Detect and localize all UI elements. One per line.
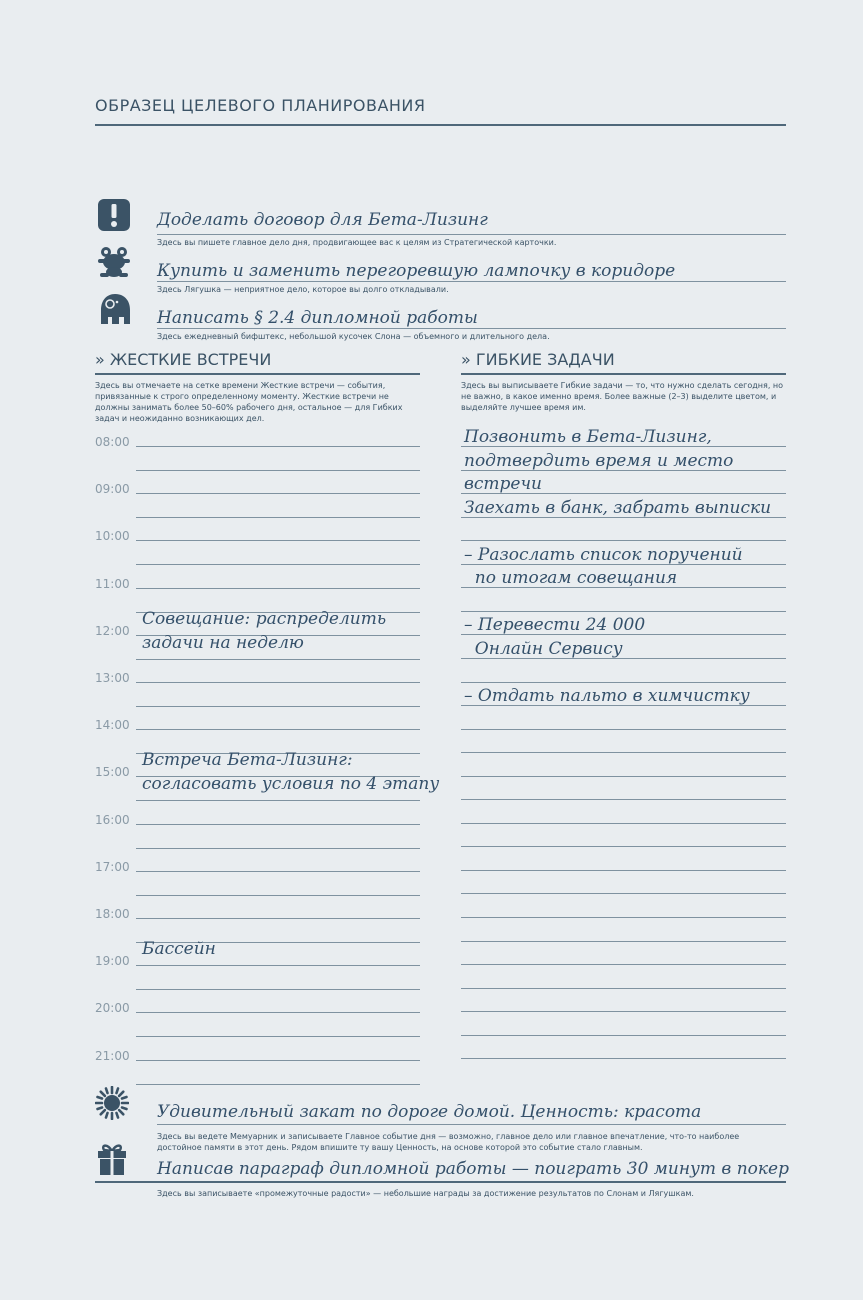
flex-tasks-note: Здесь вы выписываете Гибкие задачи — то, что нужно сделать сегодня, но не важно, в какое именно время. Более важные (2–3) выделите цветом, и выделяйте лучшее время им. — [461, 381, 784, 412]
flex-task-line[interactable] — [461, 941, 786, 942]
flex-task-line[interactable] — [461, 964, 786, 965]
elephant-icon — [97, 292, 131, 326]
hard-meetings-heading: » ЖЕСТКИЕ ВСТРЕЧИ — [95, 350, 272, 369]
flex-task-line[interactable] — [461, 799, 786, 800]
time-label: 16:00 — [95, 812, 130, 827]
flex-task-line[interactable] — [461, 846, 786, 847]
time-label: 10:00 — [95, 529, 130, 544]
main-task-hint: Здесь вы пишете главное дело дня, продвигающее вас к целям из Стратегической карточки. — [157, 238, 557, 247]
frog-task-hint: Здесь Лягушка — неприятное дело, которое вы долго откладывали. — [157, 285, 449, 294]
time-slot-line[interactable] — [136, 871, 420, 872]
time-slot-line[interactable] — [136, 682, 420, 683]
time-slot-line[interactable] — [136, 1036, 420, 1037]
time-slot-line[interactable] — [136, 800, 420, 801]
memoir-text[interactable]: Удивительный закат по дороге домой. Ценность: красота — [157, 1102, 702, 1122]
flex-task-line[interactable] — [461, 893, 786, 894]
time-slot-line[interactable] — [136, 706, 420, 707]
sun-icon — [95, 1086, 129, 1120]
time-slot-line[interactable] — [136, 1060, 420, 1061]
flex-task-line[interactable] — [461, 1011, 786, 1012]
time-slot-line[interactable] — [136, 470, 420, 471]
exclamation-icon — [97, 198, 131, 232]
time-slot-line[interactable] — [136, 918, 420, 919]
flex-task-text[interactable]: подтвердить время и место — [464, 450, 734, 471]
time-label: 17:00 — [95, 859, 130, 874]
time-slot-line[interactable] — [136, 965, 420, 966]
time-label: 20:00 — [95, 1001, 130, 1016]
flex-task-text[interactable]: Онлайн Сервису — [464, 638, 623, 659]
meeting-entry-text[interactable]: Совещание: распределить — [142, 608, 387, 629]
flex-task-text[interactable]: – Разослать список поручений — [464, 544, 743, 565]
flex-task-text[interactable]: Заехать в банк, забрать выписки — [464, 497, 772, 518]
meeting-entry-text[interactable]: согласовать условия по 4 этапу — [142, 774, 440, 795]
memoir-line — [157, 1124, 786, 1125]
reward-line — [95, 1181, 786, 1183]
time-slot-line[interactable] — [136, 989, 420, 990]
flex-task-line[interactable] — [461, 988, 786, 989]
flex-task-line[interactable] — [461, 870, 786, 871]
time-label: 13:00 — [95, 671, 130, 685]
time-slot-line[interactable] — [136, 1084, 420, 1085]
frog-task-text[interactable]: Купить и заменить перегоревшую лампочку в коридоре — [157, 261, 676, 281]
main-task-text[interactable]: Доделать договор для Бета-Лизинг — [157, 210, 488, 230]
time-slot-line[interactable] — [136, 517, 420, 518]
flex-task-text[interactable]: – Отдать пальто в химчистку — [464, 686, 750, 707]
flex-task-line[interactable] — [461, 611, 786, 612]
frog-task-line — [157, 281, 786, 282]
flex-tasks-heading: » ГИБКИЕ ЗАДАЧИ — [461, 350, 615, 369]
flex-task-line[interactable] — [461, 682, 786, 683]
time-slot-line[interactable] — [136, 659, 420, 660]
flex-task-line[interactable] — [461, 729, 786, 730]
time-label: 14:00 — [95, 718, 130, 733]
page-title: ОБРАЗЕЦ ЦЕЛЕВОГО ПЛАНИРОВАНИЯ — [95, 96, 426, 115]
elephant-task-block — [95, 292, 786, 344]
flex-task-text[interactable]: Позвонить в Бета-Лизинг, — [464, 427, 712, 447]
time-label: 12:00 — [95, 623, 130, 638]
flex-task-line[interactable] — [461, 823, 786, 824]
elephant-task-line — [157, 328, 786, 329]
flex-task-text[interactable]: по итогам совещания — [464, 568, 678, 589]
time-slot-line[interactable] — [136, 540, 420, 541]
frog-icon — [97, 245, 131, 279]
memoir-hint: Здесь вы ведете Мемуарник и записываете Главное событие дня — возможно, главное дело или главное впечатление, что-то наиболее достойное памяти в этот день. Рядом впишите ту вашу Ценность, на основе которой это событие стало главным. — [157, 1132, 740, 1152]
hard-meetings-note: Здесь вы отмечаете на сетке времени Жесткие встречи — события, привязанные к строго определенному моменту. Жесткие встречи не должны занимать более 50–60% рабочего дня, остальное — для Гибких задач и неожиданно возникающих дел. — [95, 381, 403, 423]
flex-task-line[interactable] — [461, 540, 786, 541]
time-label: 09:00 — [95, 482, 130, 497]
time-slot-line[interactable] — [136, 564, 420, 565]
elephant-task-text[interactable]: Написать § 2.4 дипломной работы — [157, 308, 478, 328]
hard-meetings-divider — [95, 373, 420, 375]
flex-task-text[interactable]: – Перевести 24 000 — [464, 615, 646, 636]
time-label: 11:00 — [95, 576, 130, 591]
time-label: 15:00 — [95, 765, 130, 780]
time-slot-line[interactable] — [136, 824, 420, 825]
flex-tasks-divider — [461, 373, 786, 375]
reward-text[interactable]: Написав параграф дипломной работы — поиграть 30 минут в покер — [157, 1159, 790, 1179]
flex-task-line[interactable] — [461, 752, 786, 753]
time-slot-line[interactable] — [136, 446, 420, 447]
time-label: 21:00 — [95, 1048, 130, 1063]
time-slot-line[interactable] — [136, 588, 420, 589]
main-task-line — [157, 234, 786, 235]
flex-task-line[interactable] — [461, 917, 786, 918]
gift-icon — [95, 1142, 129, 1176]
flex-task-line[interactable] — [461, 1035, 786, 1036]
time-label: 08:00 — [95, 435, 130, 449]
title-divider — [95, 124, 786, 126]
meeting-entry-text[interactable]: задачи на неделю — [142, 632, 304, 653]
elephant-task-hint: Здесь ежедневный бифштекс, небольшой кусочек Слона — объемного и длительного дела. — [157, 332, 550, 341]
flex-task-line[interactable] — [461, 1058, 786, 1059]
time-slot-line[interactable] — [136, 493, 420, 494]
time-label: 18:00 — [95, 907, 130, 921]
meeting-entry-text[interactable]: Встреча Бета-Лизинг: — [142, 750, 353, 771]
main-task-block — [95, 198, 786, 250]
time-label: 19:00 — [95, 954, 130, 969]
meeting-entry-text[interactable]: Бассейн — [142, 939, 216, 960]
time-slot-line[interactable] — [136, 848, 420, 849]
time-slot-line[interactable] — [136, 1012, 420, 1013]
flex-task-text[interactable]: встречи — [464, 474, 543, 495]
time-slot-line[interactable] — [136, 895, 420, 896]
flex-task-line[interactable] — [461, 776, 786, 777]
reward-hint: Здесь вы записываете «промежуточные радости» — небольшие награды за достижение результатов по Слонам и Лягушкам. — [157, 1189, 694, 1198]
reward-block — [95, 1142, 790, 1202]
frog-task-block — [95, 245, 786, 297]
time-slot-line[interactable] — [136, 729, 420, 730]
